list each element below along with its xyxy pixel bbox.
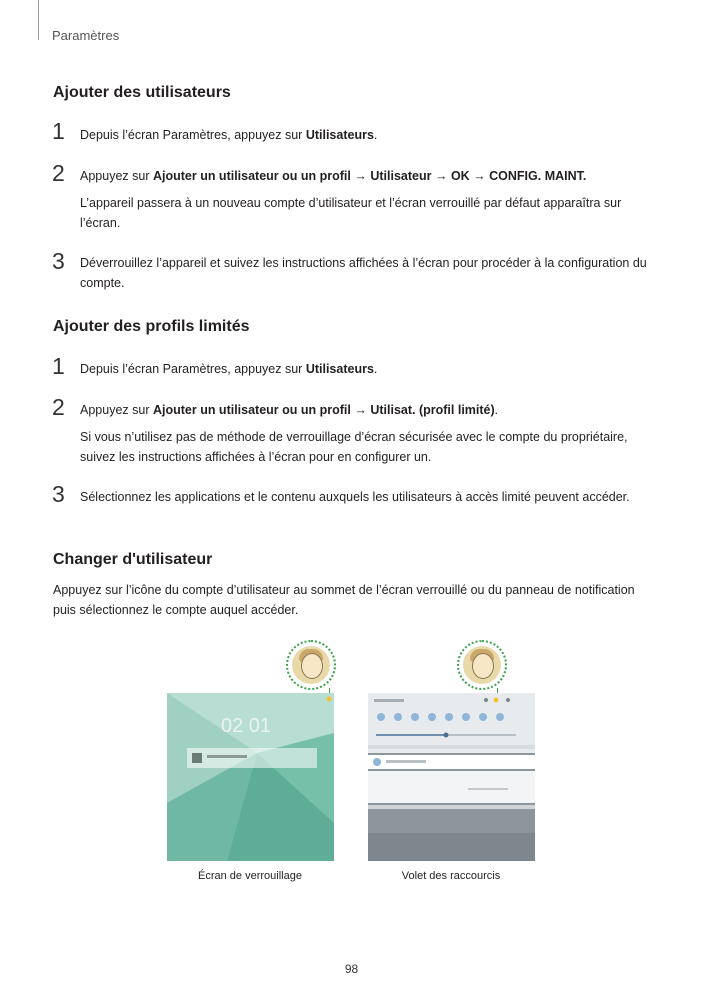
section-heading-add-users: Ajouter des utilisateurs [53,84,231,101]
step-text: Appuyez sur Ajouter un utilisateur ou un profil → Utilisat. (profil limité). [80,403,499,417]
step-note: Si vous n’utilisez pas de méthode de verrouillage d’écran sécurisée avec le compte du propriétaire, suivez les instructions affichées à l’écran pour en configurer un. [80,430,628,464]
step-text: Déverrouillez l’appareil et suivez les instructions affichées à l’écran pour procéder à la configuration du compte. [80,256,647,290]
step-number: 2 [52,394,65,420]
step-number: 1 [52,118,65,144]
step-number: 1 [52,353,65,379]
page-header: Paramètres [52,28,120,43]
step-text: Depuis l’écran Paramètres, appuyez sur Utilisateurs. [80,128,378,142]
lock-clock: 02 01 [221,715,272,737]
section-heading-restricted-profiles: Ajouter des profils limités [53,318,250,335]
avatar [292,646,330,684]
avatar [463,646,501,684]
step-text: Appuyez sur Ajouter un utilisateur ou un profil → Utilisateur → OK → CONFIG. MAINT. [80,169,587,183]
user-avatar-callout [286,640,336,690]
lock-screen-caption: Écran de verrouillage [198,870,302,882]
notification-shade-screenshot [368,693,535,861]
avatar-face [301,653,323,679]
notification-shade-caption: Volet des raccourcis [401,870,501,882]
avatar-face [472,653,494,679]
section-paragraph: Appuyez sur l’icône du compte d’utilisateur au sommet de l’écran verrouillé ou du panneau de notification puis sélectionnez le compte auquel accéder. [53,583,635,617]
section-heading-switch-user: Changer d'utilisateur [53,551,213,568]
step-number: 2 [52,160,65,186]
step-note: L’appareil passera à un nouveau compte d’utilisateur et l’écran verrouillé par défaut apparaîtra sur l’écran. [80,196,622,230]
notification-shade-content [368,693,535,861]
step-number: 3 [52,248,65,274]
user-avatar-callout [457,640,507,690]
lock-screen-screenshot [167,693,334,861]
step-text: Depuis l’écran Paramètres, appuyez sur Utilisateurs. [80,362,378,376]
header-divider [38,0,39,40]
page-number: 98 [344,962,359,976]
step-text: Sélectionnez les applications et le contenu auxquels les utilisateurs à accès limité peuvent accéder. [80,490,630,504]
step-number: 3 [52,481,65,507]
